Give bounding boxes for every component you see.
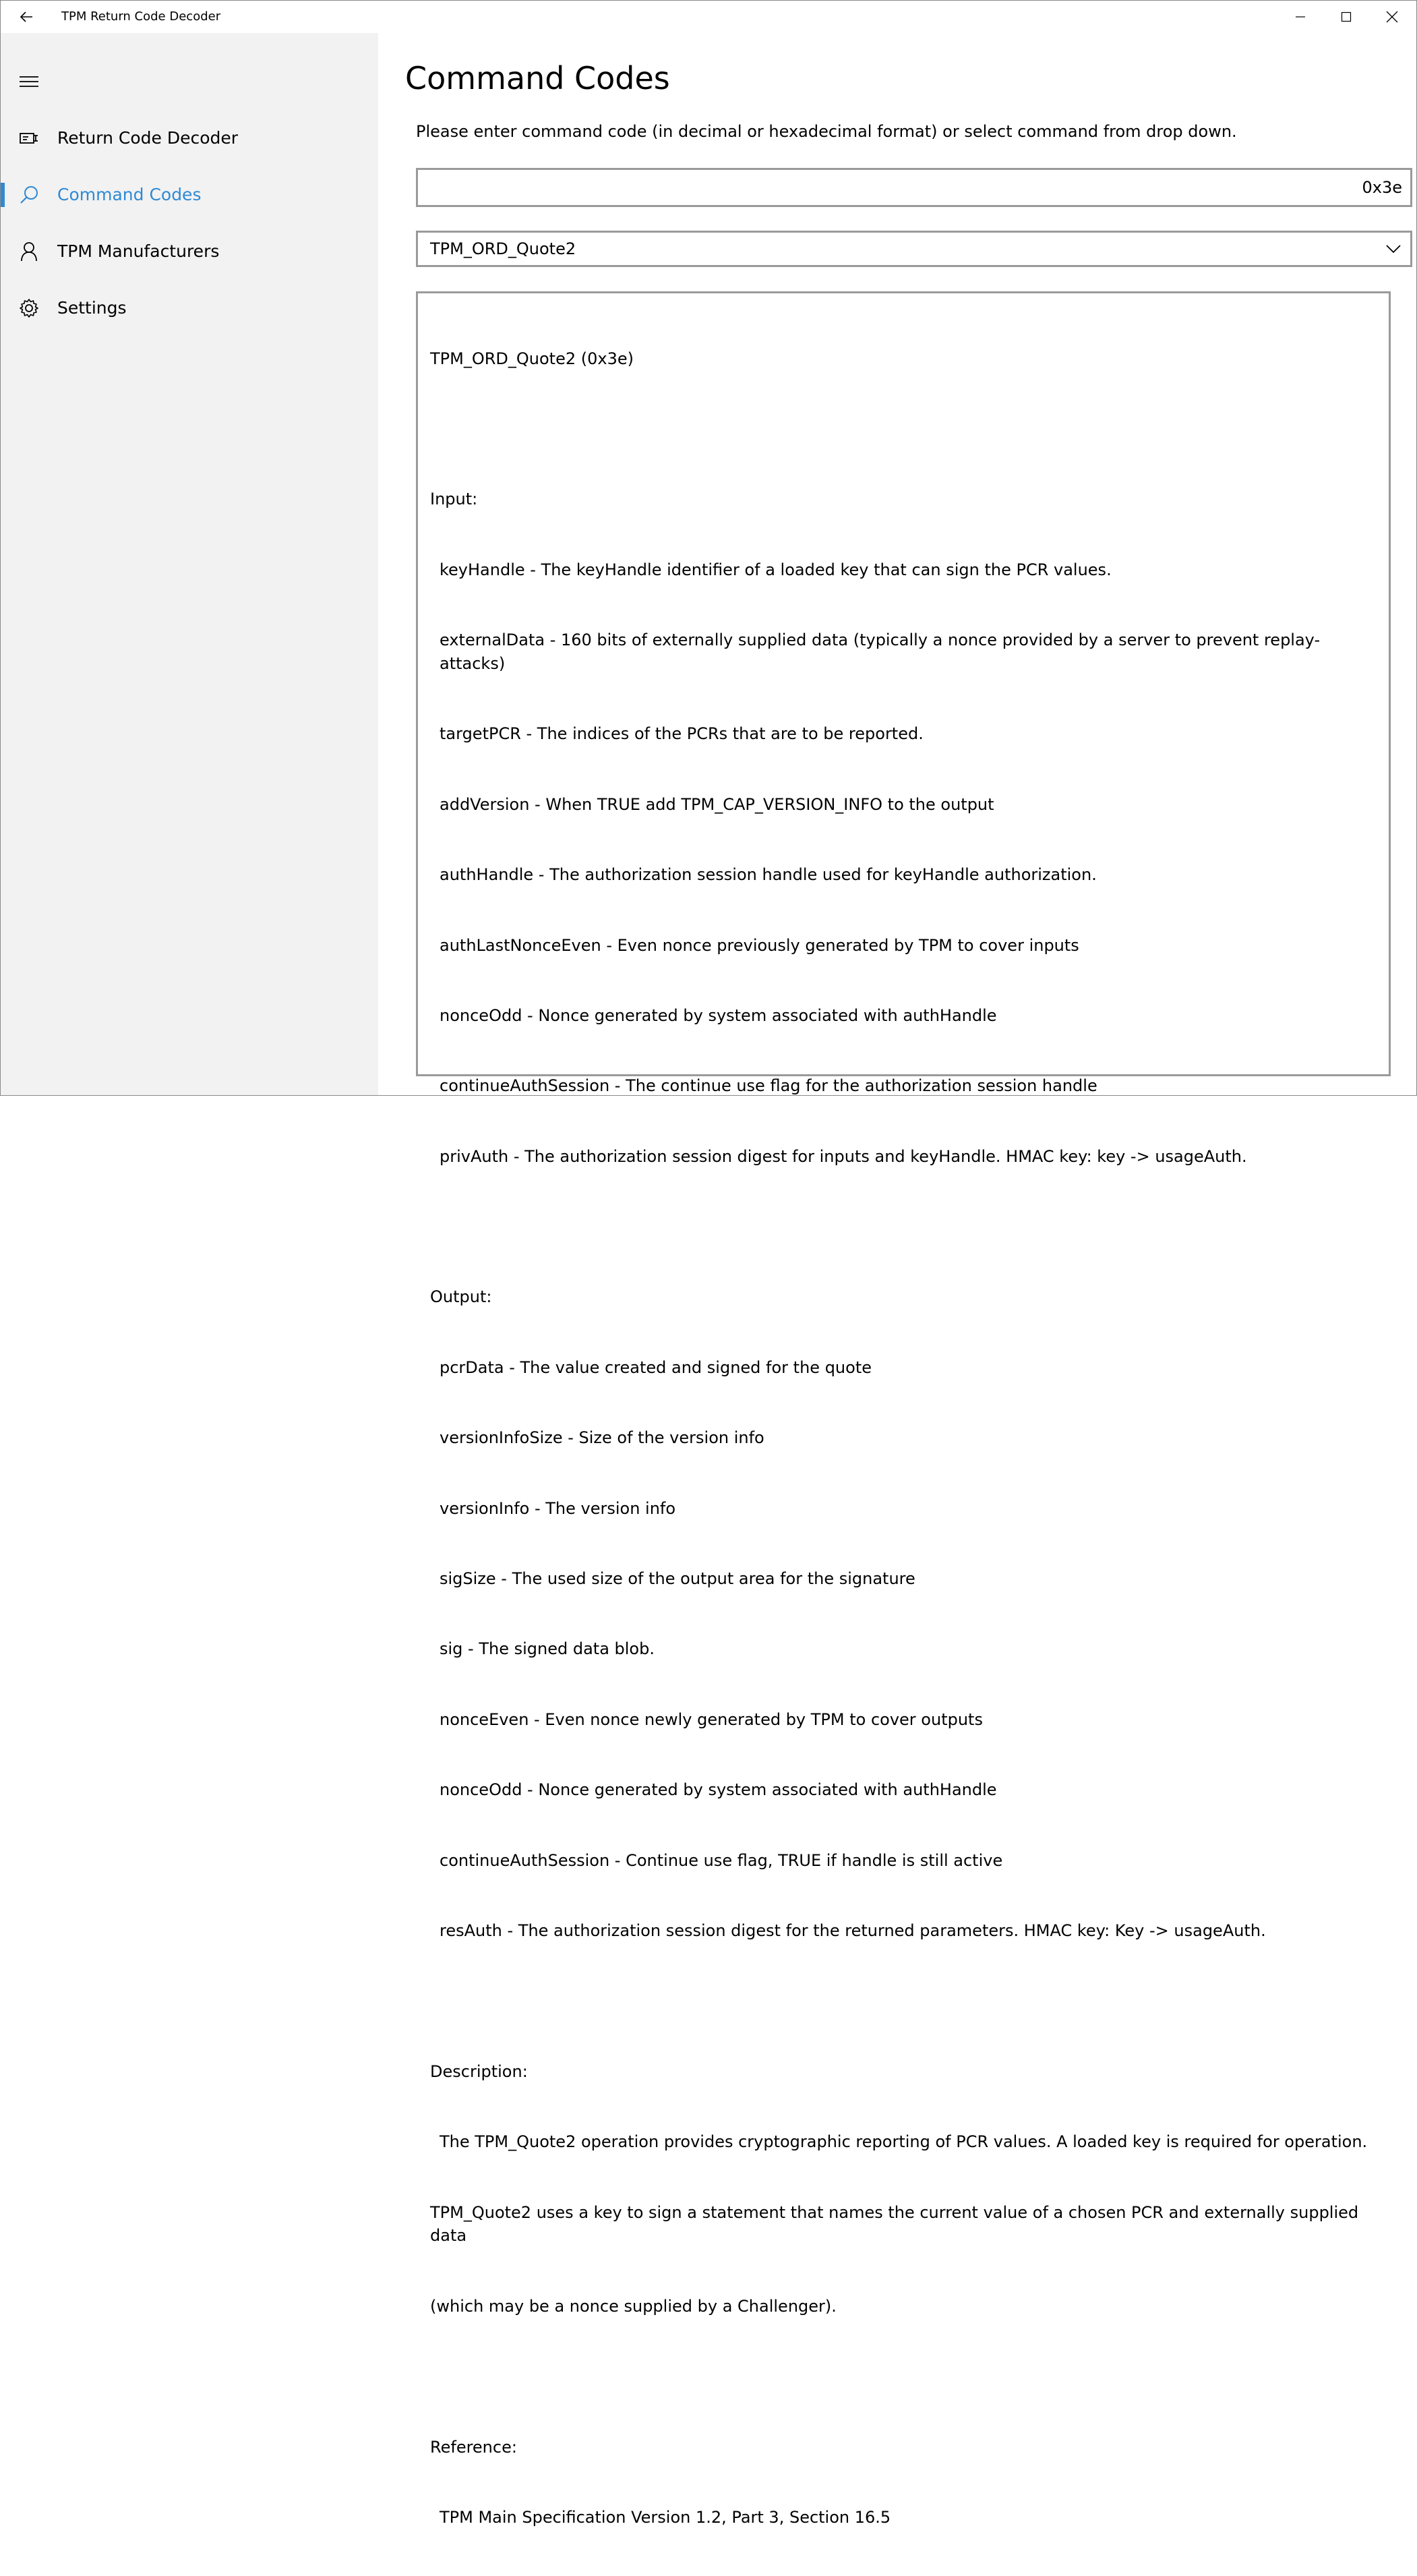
decoder-icon [17,126,41,150]
input-heading: Input: [430,490,478,509]
nav-item-command-codes[interactable] [1,171,378,219]
window-title: TPM Return Code Decoder [61,9,221,24]
description-line: TPM_Quote2 uses a key to sign a statement that names the current value of a chosen PCR and externally supplied data [430,2202,1364,2246]
input-param: authLastNonceEven - Even nonce previously generated by TPM to cover inputs [440,935,1079,955]
selection-indicator [1,239,5,264]
chevron-down-icon [1383,239,1404,258]
selection-indicator [1,296,5,320]
person-icon [17,239,41,264]
nav-item-return-code-decoder[interactable] [1,114,378,163]
selection-indicator [1,183,5,207]
nav-item-label: Return Code Decoder [57,128,239,148]
reference-heading: Reference: [430,2437,517,2457]
output-param: sigSize - The used size of the output area for the signature [440,1569,915,1589]
output-param: resAuth - The authorization session digest for the returned parameters. HMAC key: Key -> usageAuth. [440,1921,1266,1940]
command-details-textbox[interactable] [416,291,1391,2527]
description-heading: Description: [430,2061,528,2081]
input-param: addVersion - When TRUE add TPM_CAP_VERSION_INFO to the output [440,794,994,814]
nav-item-tpm-manufacturers[interactable] [1,227,378,276]
minimize-button[interactable] [1277,1,1323,33]
maximize-icon [1341,11,1352,22]
hamburger-menu-button[interactable] [10,63,48,100]
command-code-input[interactable] [416,168,1412,207]
navigation-pane [1,33,378,1095]
nav-item-label: Settings [57,298,127,318]
blank-line [430,1989,1377,2013]
selection-indicator [1,126,5,150]
instructions-text: Please enter command code (in decimal or hexadecimal format) or select command from drop down. [416,122,1237,141]
blank-line [430,1215,1377,1239]
minimize-icon [1295,11,1306,22]
content-area [378,33,1416,2527]
nav-item-label: TPM Manufacturers [57,241,220,261]
details-header: TPM_ORD_Quote2 (0x3e) [430,349,634,368]
input-param: authHandle - The authorization session handle used for keyHandle authorization. [440,865,1097,885]
output-param: versionInfoSize - Size of the version info [440,1428,764,1448]
input-param: keyHandle - The keyHandle identifier of a loaded key that can sign the PCR values. [440,560,1112,579]
nav-item-settings[interactable] [1,284,378,332]
output-param: continueAuthSession - Continue use flag, TRUE if handle is still active [440,1850,1003,1870]
maximize-button[interactable] [1323,1,1369,33]
description-line: (which may be a nonce supplied by a Challenger). [430,2296,837,2316]
back-button[interactable] [10,3,42,30]
search-icon [17,183,41,207]
blank-line [430,417,1377,441]
output-param: pcrData - The value created and signed for the quote [440,1357,872,1377]
title-bar [1,1,1416,33]
input-param: nonceOdd - Nonce generated by system associated with authHandle [440,1005,997,1025]
dropdown-selected-value: TPM_ORD_Quote2 [430,239,576,258]
blank-line [430,2365,1377,2389]
page-title: Command Codes [405,60,670,96]
nav-item-label: Command Codes [57,185,202,204]
input-param: continueAuthSession - The continue use flag for the authorization session handle [440,1076,1097,1096]
output-param: versionInfo - The version info [440,1498,676,1518]
reference-text: TPM Main Specification Version 1.2, Part 3, Section 16.5 [440,2507,891,2527]
input-param: privAuth - The authorization session digest for inputs and keyHandle. HMAC key: key -> usageAuth. [440,1146,1247,1166]
command-dropdown[interactable] [416,231,1412,267]
gear-icon [17,296,41,320]
description-line: The TPM_Quote2 operation provides cryptographic reporting of PCR values. A loaded key is required for operation. [440,2132,1368,2152]
output-param: sig - The signed data blob. [440,1639,655,1659]
output-param: nonceEven - Even nonce newly generated by TPM to cover outputs [440,1709,983,1729]
close-button[interactable] [1369,1,1415,33]
hamburger-menu-icon [19,75,39,88]
output-heading: Output: [430,1287,492,1307]
input-param: targetPCR - The indices of the PCRs that are to be reported. [440,724,924,744]
back-arrow-icon [20,11,33,23]
close-icon [1386,11,1398,23]
output-param: nonceOdd - Nonce generated by system associated with authHandle [440,1780,997,1800]
input-param: externalData - 160 bits of externally supplied data (typically a nonce provided by a server to prevent replay-attacks) [440,631,1321,673]
